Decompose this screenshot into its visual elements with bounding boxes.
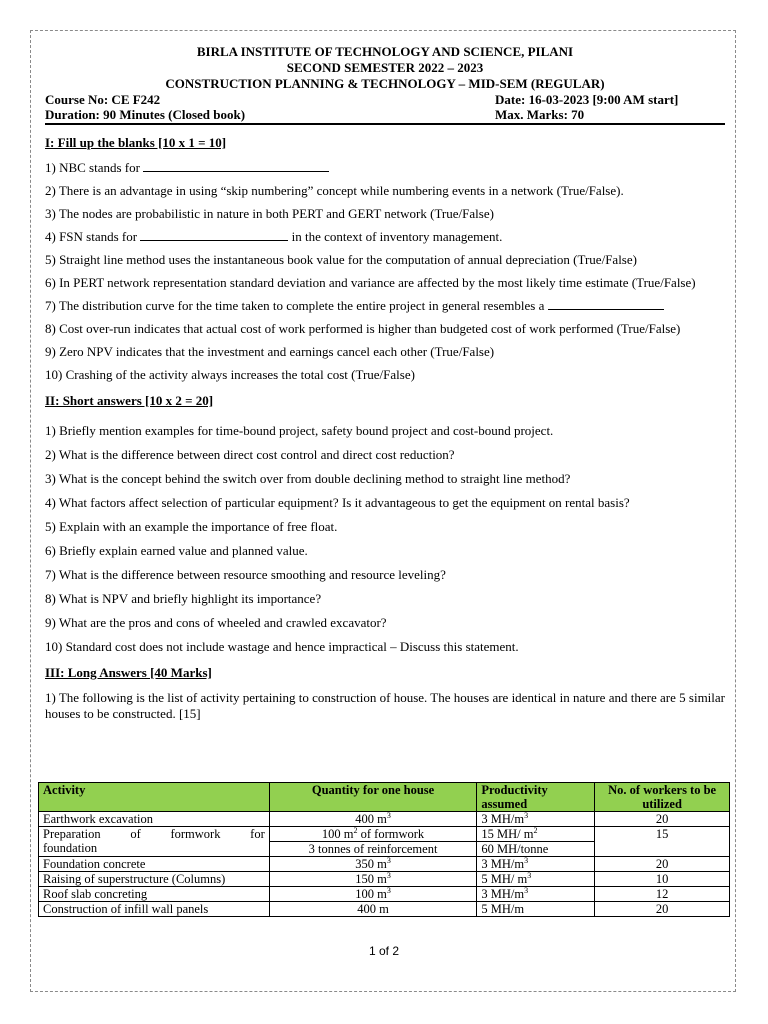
cell-productivity: 5 MH/m — [477, 902, 595, 917]
cell-quantity: 400 $m^3$ — [269, 812, 477, 827]
question-2-3: 3) What is the concept behind the switch over from double declining method to straight line method? — [45, 471, 571, 486]
section-1-title: I: Fill up the blanks [10 x 1 = 10] — [45, 135, 227, 150]
duration-marks-row — [45, 107, 725, 122]
question-1-2: 2) There is an advantage in using “skip numbering” concept while numbering events in a network (True/False). — [45, 183, 624, 198]
header-workers: No. of workers to be utilized — [595, 783, 730, 812]
question-1-10: 10) Crashing of the activity always increases the total cost (True/False) — [45, 367, 415, 382]
cell-workers: 12 — [595, 887, 730, 902]
activity-table — [38, 782, 730, 917]
header-productivity: Productivity assumed — [477, 783, 595, 812]
section-3-title: III: Long Answers [40 Marks] — [45, 665, 212, 680]
question-text: 4) FSN stands for — [45, 229, 138, 244]
cell-activity: Earthwork excavation — [39, 812, 270, 827]
cell-workers: 20 — [595, 812, 730, 827]
question-1-9: 9) Zero NPV indicates that the investment and earnings cancel each other (True/False) — [45, 344, 495, 359]
exam-paper — [45, 44, 725, 722]
duration: Duration: 90 Minutes (Closed book) — [45, 107, 246, 122]
question-2-8: 8) What is NPV and briefly highlight its importance? — [45, 591, 322, 606]
question-1-6: 6) In PERT network representation standard deviation and variance are affected by the most likely time estimate (True/False) — [45, 275, 696, 290]
table-row — [39, 827, 730, 842]
question-3-1: 1) The following is the list of activity pertaining to construction of house. The houses are identical in nature and there are 5 similar houses to be constructed. [15] — [45, 690, 725, 721]
cell-productivity: 3 $MH/m^3$ — [477, 857, 595, 872]
cell-activity: Raising of superstructure (Columns) — [39, 872, 270, 887]
cell-activity: Preparation of formwork for foundation — [39, 827, 270, 857]
course-date-row — [45, 92, 725, 107]
cell-quantity: 3 tonnes of reinforcement — [269, 842, 477, 857]
question-2-5: 5) Explain with an example the importance of free float. — [45, 519, 338, 534]
cell-productivity: 5 MH/ $m^3$ — [477, 872, 595, 887]
exam-date: Date: 16-03-2023 [9:00 AM start] — [495, 92, 679, 107]
question-text: 7) The distribution curve for the time taken to complete the entire project in general resembles a — [45, 298, 545, 313]
question-1-5: 5) Straight line method uses the instantaneous book value for the computation of annual depreciation (True/False) — [45, 252, 637, 267]
cell-productivity: 15 MH/ $m^2$ — [477, 827, 595, 842]
table-header-row — [39, 783, 730, 812]
question-2-2: 2) What is the difference between direct cost control and direct cost reduction? — [45, 447, 455, 462]
question-2-9: 9) What are the pros and cons of wheeled and crawled excavator? — [45, 615, 387, 630]
semester-line: SECOND SEMESTER 2022 – 2023 — [286, 60, 484, 75]
question-2-6: 6) Briefly explain earned value and planned value. — [45, 543, 308, 558]
question-2-1: 1) Briefly mention examples for time-bound project, safety bound project and cost-bound project. — [45, 423, 554, 438]
course-title: CONSTRUCTION PLANNING & TECHNOLOGY – MID-SEM (REGULAR) — [165, 76, 605, 91]
section-2-title: II: Short answers [10 x 2 = 20] — [45, 393, 214, 408]
cell-workers: 10 — [595, 872, 730, 887]
cell-productivity: 3 $MH/m^3$ — [477, 887, 595, 902]
cell-workers: 15 — [595, 827, 730, 857]
institute-name: BIRLA INSTITUTE OF TECHNOLOGY AND SCIENCE, PILANI — [196, 44, 574, 59]
cell-quantity: 100 $m^2$ of formwork — [269, 827, 477, 842]
table-row — [39, 872, 730, 887]
question-1-8: 8) Cost over-run indicates that actual cost of work performed is higher than budgeted cost of work performed (True/False) — [45, 321, 681, 336]
cell-activity: Construction of infill wall panels — [39, 902, 270, 917]
answer-blank — [143, 160, 329, 172]
cell-productivity: 3 $MH/m^3$ — [477, 812, 595, 827]
max-marks: Max. Marks: 70 — [495, 107, 585, 122]
table-row — [39, 857, 730, 872]
question-2-4: 4) What factors affect selection of particular equipment? Is it advantageous to get the equipment on rental basis? — [45, 495, 630, 510]
header-quantity: Quantity for one house — [269, 783, 477, 812]
cell-productivity: 60 MH/tonne — [477, 842, 595, 857]
question-1-4 — [45, 229, 725, 244]
page-number: 1 of 2 — [368, 944, 400, 958]
question-2-10: 10) Standard cost does not include wastage and hence impractical – Discuss this statement. — [45, 639, 519, 654]
course-number: Course No: CE F242 — [45, 92, 161, 107]
question-text: 1) NBC stands for — [45, 160, 140, 175]
question-2-7: 7) What is the difference between resource smoothing and resource leveling? — [45, 567, 446, 582]
cell-workers: 20 — [595, 857, 730, 872]
question-1-1 — [45, 160, 725, 175]
table-row — [39, 902, 730, 917]
cell-workers: 20 — [595, 902, 730, 917]
answer-blank — [140, 229, 288, 241]
question-text-end: in the context of inventory management. — [291, 229, 503, 244]
cell-activity: Foundation concrete — [39, 857, 270, 872]
question-1-7 — [45, 298, 725, 313]
question-1-3: 3) The nodes are probabilistic in nature in both PERT and GERT network (True/False) — [45, 206, 494, 221]
cell-quantity: 100 $m^3$ — [269, 887, 477, 902]
cell-quantity: 150 $m^3$ — [269, 872, 477, 887]
table-row — [39, 887, 730, 902]
cell-activity: Roof slab concreting — [39, 887, 270, 902]
cell-quantity: 400 m — [269, 902, 477, 917]
header-rule — [45, 123, 725, 125]
answer-blank — [548, 298, 664, 310]
cell-quantity: 350 $m^3$ — [269, 857, 477, 872]
table-row — [39, 812, 730, 827]
header-activity: Activity — [39, 783, 270, 812]
